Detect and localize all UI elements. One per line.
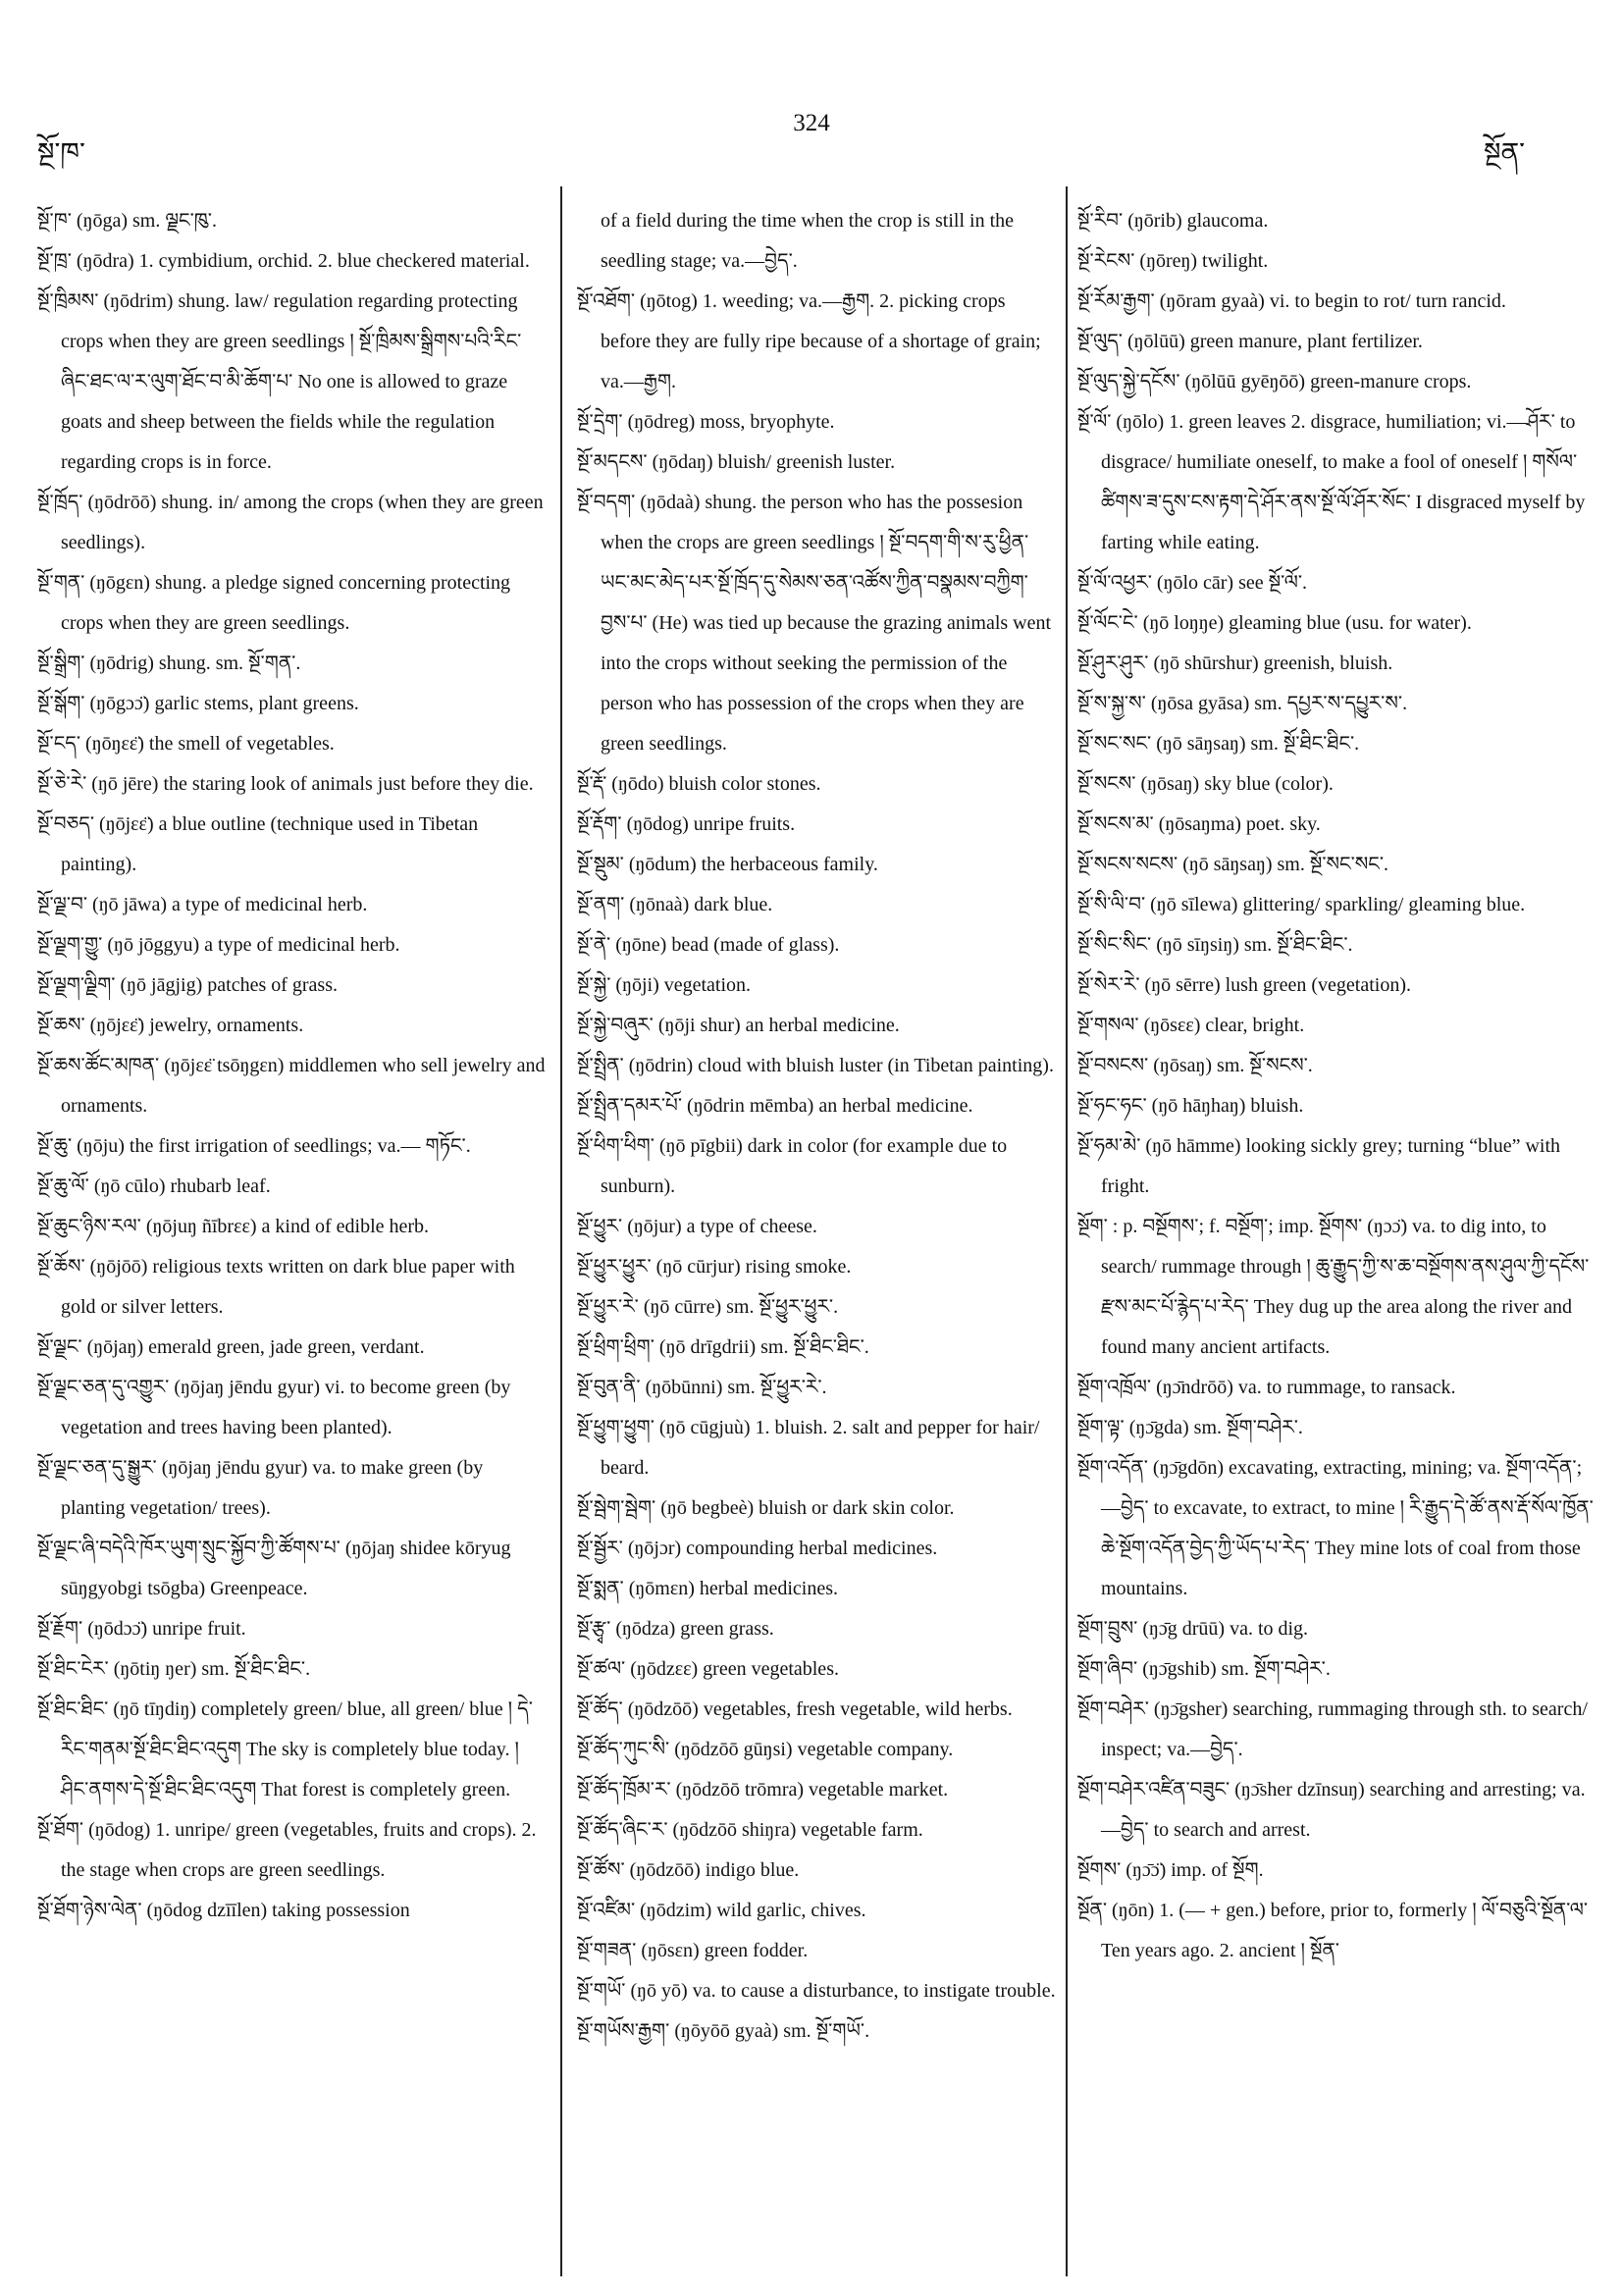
dictionary-entry [577,1851,1058,1891]
definition: (ŋōjaŋ jēndu gyur) vi. to become green (by vegetation and trees having been planted). [61,1377,511,1438]
headword: སྔོ་ཁྲོད་ [37,492,83,513]
dictionary-entry [1077,1086,1597,1126]
dictionary-entry [1077,1126,1597,1207]
definition: (ŋō jāwa) a type of medicinal herb. [92,894,368,915]
definition: (ŋōgɔɔ̈) garlic stems, plant greens. [89,693,359,714]
headword: སྔོ་བསངས་ [1077,1055,1149,1076]
headword: སྔོ་ཁ་ [37,210,72,232]
definition: (ŋōgɛn) shung. a pledge signed concerning protecting crops when they are green seedlings. [61,572,511,634]
dictionary-entry [577,1006,1058,1046]
dictionary-entry [1077,1891,1597,1971]
definition: (ŋōsaŋma) poet. sky. [1158,813,1321,835]
headword: སྔོ་ལུད་སྐྱེ་དངོས་ [1077,371,1180,392]
headword: སྔོ་སྐྱེ་བཞུར་ [577,1015,654,1036]
dictionary-entry [577,443,1058,483]
definition: (ŋō tīŋdiŋ) completely green/ blue, all green/ blue ། དེ་རིང་གནམ་སྔོ་ཐིང་ཐིང་འདུག The sky is completely blue today. ། ཤིང་ནགས་དེ་སྔོ་ཐིང་ཐིང་འདུག That forest is completely green. [61,1698,533,1800]
dictionary-entry [37,201,548,241]
dictionary-entry [1077,1006,1597,1046]
definition: (ŋōdɔɔ̈) unripe fruit. [87,1618,246,1640]
definition: (ŋōbūnni) sm. སྔོ་ཕྱུར་རེ་. [645,1377,827,1398]
dictionary-entry [577,1569,1058,1609]
definition: (ŋōjɛɛ̈) jewelry, ornaments. [89,1015,304,1036]
headword: སྔོ་རེངས་ [1077,250,1135,272]
definition: (ŋō cūlo) rhubarb leaf. [93,1175,271,1197]
headword: སྔོ་སངས་སངས་ [1077,854,1178,875]
headword: སྔོ་ཕྱུར་ [577,1216,623,1237]
headword: སྔོ་ལྗང་ [37,1336,82,1358]
headword: སྔོག་བཤེར་ [1077,1698,1149,1720]
headword: སྔོ་ཚལ་ [577,1658,626,1680]
headword: སྔོ་འཛིམ་ [577,1900,636,1921]
headword: སྔོ་ཆུ་ལོ་ [37,1175,89,1197]
definition: (ŋōdreg) moss, bryophyte. [627,411,835,433]
headword: སྔོ་ཆས་ [37,1015,85,1036]
headword: སྔོ་སངས་མ་ [1077,813,1154,835]
definition: (ŋōdzōō) vegetables, fresh vegetable, wild herbs. [627,1698,1013,1720]
definition: (ŋōdrig) shung. sm. སྔོ་གན་. [89,652,301,674]
headword: སྔོ་ཆུ་ [37,1135,73,1157]
headword: སྔོ་ཐིང་ཐིང་ [37,1698,109,1720]
headword: སྔོ་སངས་ [1077,773,1136,795]
dictionary-entry [577,201,1058,282]
definition: (ŋōsa gyāsa) sm. དཔྱར་ས་དཔྱུར་ས་. [1150,693,1408,714]
dictionary-entry [37,1529,548,1609]
definition: (ŋō loŋŋe) gleaming blue (usu. for water). [1142,612,1472,634]
dictionary-entry [577,1207,1058,1247]
headword: སྔོ་ངད་ [37,733,81,755]
dictionary-entry [1077,201,1597,241]
definition: (ŋōdzōō trōmra) vegetable market. [675,1779,949,1800]
dictionary-entry [1077,282,1597,322]
dictionary-entry [37,1006,548,1046]
definition: (ŋōdrim) shung. law/ regulation regarding protecting crops when they are green seedlings ། སྔོ་ཁྲིམས་སྒྲིགས་པའི་རིང་ཞིང་ཐང་ལ་ར་ལུག་ཐོང་བ་མི་ཆོག་པ་ No one is allowed to graze goats and sheep between the fields while the regulation regarding crops is in force. [61,290,522,473]
headword: སྔོ་ལྗང་ཞི་བདེའི་ཁོར་ཡུག་སྲུང་སྐྱོབ་ཀྱི་ཚོགས་པ་ [37,1538,340,1559]
definition: (ŋō hāmme) looking sickly grey; turning “blue” with fright. [1101,1135,1560,1197]
definition: (ŋōdzim) wild garlic, chives. [640,1900,866,1921]
dictionary-entry [1077,724,1597,764]
dictionary-entry [1077,1448,1597,1609]
definition: (ŋō hāŋhaŋ) bluish. [1151,1095,1304,1117]
definition: (ŋōlūū) green manure, plant fertilizer. [1127,331,1423,352]
dictionary-entry [37,885,548,925]
headword: སྔོ་ཕྱུར་ཕྱུར་ [577,1256,652,1278]
definition: (ŋōŋɛɛ̈) the smell of vegetables. [85,733,335,755]
dictionary-entry [37,724,548,764]
headword: སྔོ་སྦྱོར་ [577,1538,623,1559]
dictionary-entry [577,1529,1058,1569]
headword: སྔོ་ཚོད་ [577,1698,623,1720]
headword: སྔོ་ཕིག་ཕིག་ [577,1135,654,1157]
definition: (ŋōjuŋ ñībrɛɛ) a kind of edible herb. [145,1216,430,1237]
definition: (ŋōlo) 1. green leaves 2. disgrace, humiliation; vi.—ཤོར་ to disgrace/ humiliate oneself, to make a fool of oneself ། གསོལ་ཚིགས་ཟ་དུས་ངས་རྟག་དེ་ཤོར་ནས་སྔོ་ལོ་ཤོར་སོང་ I disgraced myself by farting while eating. [1101,411,1586,553]
headword: སྔོ་རོམ་རྒྱག་ [1077,290,1155,312]
definition: (ŋōjaŋ shidee kōryug sūŋgyobgi tsōgba) Greenpeace. [61,1538,511,1599]
headword: སྔོ་ཆོས་ [37,1256,85,1278]
definition: (ŋōdaŋ) bluish/ greenish luster. [652,451,896,473]
headword: སྔོ་ལོ་ [1077,411,1112,433]
dictionary-entry [577,1810,1058,1851]
definition: (ŋōsaŋ) sm. སྔོ་སངས་. [1153,1055,1313,1076]
dictionary-entry [37,965,548,1006]
dictionary-entry [1077,362,1597,402]
headword: སྔོ་ཚོད་ཞིང་ར་ [577,1819,668,1841]
headword: སྔོ་སྤྲིན་ [577,1055,624,1076]
definition: (ŋōne) bead (made of glass). [615,934,840,956]
definition: (ŋō sīŋsiŋ) sm. སྔོ་ཐིང་ཐིང་. [1156,934,1353,956]
dictionary-entry [577,1126,1058,1207]
dictionary-entry [577,1690,1058,1730]
dictionary-entry [577,1086,1058,1126]
dictionary-entry [1077,603,1597,644]
headword: སྔོ་ཕྲིག་ཕྲིག་ [577,1336,654,1358]
headword: སྔོ་རྡོ་ [577,773,607,795]
dictionary-entry [577,402,1058,443]
definition: (ŋōjɛɛ̈ tsōŋgɛn) middlemen who sell jewelry and ornaments. [61,1055,546,1117]
definition: (ŋōga) sm. ལྗང་ཁུ་. [76,210,217,232]
headword: སྔོ་རྩྭ་ [577,1618,611,1640]
definition: (ŋō yō) va. to cause a disturbance, to instigate trouble. [630,1980,1056,2002]
definition: (ŋōyōō gyaà) sm. སྔོ་གཡོ་. [674,2020,870,2042]
headword: སྔོ་གཡོས་རྒྱག་ [577,2020,670,2042]
definition: (ŋō pīgbii) dark in color (for example due to sunburn). [601,1135,1008,1197]
headword: སྔོ་ཚོད་ཀུང་སི་ [577,1739,670,1760]
headword: སྔོ་སྦེག་སྦེག་ [577,1497,656,1519]
dictionary-entry [577,965,1058,1006]
dictionary-entry [37,563,548,644]
headword: སྔོན་ [1077,1900,1108,1921]
headword: སྔོ་ལྗག་ལྗིག་ [37,974,116,996]
definition: (ŋō cūrjur) rising smoke. [655,1256,852,1278]
definition: (ŋōjɛɛ̈) a blue outline (technique used in Tibetan painting). [61,813,479,875]
definition: (ŋōram gyaà) vi. to begin to rot/ turn rancid. [1159,290,1506,312]
headword: སྔོ་ནེ་ [577,934,611,956]
dictionary-entry [37,1609,548,1649]
headword: སྔོ་འཐོག་ [577,290,636,312]
definition: (ŋōdog) unripe fruits. [626,813,796,835]
definition: (ŋō begbeè) bluish or dark skin color. [660,1497,955,1519]
definition: (ŋōdrōō) shung. in/ among the crops (when they are green seedlings). [61,492,544,553]
definition: (ŋōreŋ) twilight. [1139,250,1269,272]
headword: སྔོ་ལུད་ [1077,331,1123,352]
definition: (ŋō cūgjuù) 1. bluish. 2. salt and pepper for hair/ beard. [601,1417,1040,1479]
column-3 [1077,201,1597,2271]
definition: (ŋɔ̄ɔ̈) imp. of སྔོག. [1126,1859,1264,1881]
dictionary-entry [577,885,1058,925]
headword: སྔོག་ལྟ་ [1077,1417,1125,1438]
headword: སྔོགས་ [1077,1859,1122,1881]
dictionary-entry [37,1690,548,1810]
headword: སྔོ་སང་སང་ [1077,733,1152,755]
definition: (ŋōdzōō shiŋra) vegetable farm. [672,1819,923,1841]
dictionary-entry [37,764,548,805]
headword: སྔོ་གསལ་ [1077,1015,1139,1036]
definition: (ŋɔ̄g drūū) va. to dig. [1142,1618,1309,1640]
definition: (ŋōsɛɛ) clear, bright. [1143,1015,1305,1036]
dictionary-entry [577,1328,1058,1368]
definition: (ŋō sērre) lush green (vegetation). [1144,974,1411,996]
definition: (ŋōjōō) religious texts written on dark blue paper with gold or silver letters. [61,1256,515,1318]
headword: སྔོ་དྲེག་ [577,411,623,433]
headword: སྔོ་ལོང་ངེ་ [1077,612,1138,634]
dictionary-entry [37,1448,548,1529]
definition: (ŋɔ̄gshib) sm. སྔོག་བཤེར་. [1142,1658,1331,1680]
definition: (ŋōjɔr) compounding herbal medicines. [627,1538,938,1559]
dictionary-entry [577,1247,1058,1287]
headword: སྔོ་བཅད་ [37,813,95,835]
headword: སྔོ་ཁྲ་ [37,250,72,272]
headword: སྔོ་ལོ་འཕྱར་ [1077,572,1152,594]
headword: སྔོ་བུན་ནི་ [577,1377,641,1398]
dictionary-entry [37,1247,548,1328]
definition: (ŋōlo cār) see སྔོ་ལོ་. [1156,572,1308,594]
headword: སྔོ་སིང་སིང་ [1077,934,1152,956]
headword: སྔོ་ལྗ་བ་ [37,894,88,915]
dictionary-entry [577,282,1058,402]
dictionary-entry [1077,805,1597,845]
definition: (ŋōdog dzīīlen) taking possession [146,1900,410,1921]
dictionary-entry [1077,322,1597,362]
headword: སྔོ་གཟན་ [577,1940,637,1961]
definition: (ŋōmɛn) herbal medicines. [628,1578,838,1599]
definition: (ŋōju) the first irrigation of seedlings; va.— གཏོང་. [77,1135,471,1157]
headword: སྔོ་རྡོག་ [577,813,622,835]
guide-word-right: སྔོན་ [1483,138,1525,169]
definition: (ŋɔ̄gsher) searching, rummaging through sth. to search/ inspect; va.—བྱེད་. [1101,1698,1588,1760]
dictionary-entry [1077,764,1597,805]
definition: (ŋōdzōō) indigo blue. [629,1859,800,1881]
definition: (ŋōn) 1. (— + gen.) before, prior to, formerly ། ལོ་བཅུའི་སྔོན་ལ་ Ten years ago. 2. ancient ། སྔོན་ [1101,1900,1589,1961]
definition: (ŋōnaà) dark blue. [629,894,773,915]
definition: (ŋōdaà) shung. the person who has the possesion when the crops are green seedlings ། སྔོ་བདག་གི་ས་རུ་ཕྱིན་ཡང་མང་མེད་པར་སྔོ་ཁྲོད་དུ་སེམས་ཅན་འཚོས་ཀྱིན་བསྣམས་བཀྱིག་བྱས་པ་ (He) was tied up because the grazing animals went into the crops without seeking the permission of the person who has possession of the crops when they are green seedlings. [601,492,1052,755]
dictionary-entry [577,1971,1058,2011]
definition: (ŋōdra) 1. cymbidium, orchid. 2. blue checkered material. [76,250,530,272]
headword: སྔོ་ཁྲིམས་ [37,290,99,312]
headword: སྔོ་ཅེ་རེ་ [37,773,87,795]
definition: (ŋō sīlewa) glittering/ sparkling/ gleaming blue. [1150,894,1526,915]
dictionary-entry [577,1408,1058,1488]
definition: (ŋɔ̄sher dzīnsuŋ) searching and arresting; va.—བྱེད་ to search and arrest. [1101,1779,1586,1841]
headword: སྔོ་སྐྱེ་ [577,974,611,996]
definition: (ŋō shūrshur) greenish, bluish. [1153,652,1393,674]
definition: (ŋɔ̄gda) sm. སྔོག་བཤེར་. [1128,1417,1303,1438]
headword: སྔོག་འཁྲོལ་ [1077,1377,1152,1398]
dictionary-entry [1077,1046,1597,1086]
headword: སྔོ་ཕྱུར་རེ་ [577,1296,639,1318]
headword: སྔོ་སྒོག་ [37,693,85,714]
definition: (ŋōdog) 1. unripe/ green (vegetables, fruits and crops). 2. the stage when crops are green seedlings. [61,1819,537,1881]
dictionary-entry [577,1046,1058,1086]
page-number: 324 [793,110,830,136]
definition: (ŋōjaŋ) emerald green, jade green, verdant. [86,1336,425,1358]
definition: (ŋōji) vegetation. [615,974,752,996]
dictionary-entry [577,1730,1058,1770]
definition: of a field during the time when the crop is still in the seedling stage; va.—བྱེད་. [601,210,1015,272]
dictionary-entry [577,1368,1058,1408]
headword: སྔོག་འདོན་ [1077,1457,1148,1479]
headword: སྔོ་ལྗང་ཅན་དུ་སྒྱུར་ [37,1457,157,1479]
headword: སྔོ་ཆུང་ཉིས་རལ་ [37,1216,141,1237]
headword: སྔོ་ཐོག་ [37,1819,84,1841]
headword: སྔོ་སྡུམ་ [577,854,624,875]
definition: (ŋō sāŋsaŋ) sm. སྔོ་སང་སང་. [1182,854,1389,875]
dictionary-entry [577,845,1058,885]
dictionary-entry [37,1649,548,1690]
headword: སྔོ་རྗོག་ [37,1618,83,1640]
column-1 [37,201,548,2271]
dictionary-entry [577,1488,1058,1529]
definition: (ŋɔ̄gdōn) excavating, extracting, mining; va. སྔོག་འདོན་; —བྱེད་ to excavate, to extract, to mine ། རི་རྒྱུད་དེ་ཚོ་ནས་རྡོ་སོལ་ཁྱོན་ཆེ་སྔོག་འདོན་བྱེད་ཀྱི་ཡོད་པ་རེད་ They mine lots of coal from those mountains. [1101,1457,1594,1599]
definition: (ŋōsaŋ) sky blue (color). [1140,773,1334,795]
dictionary-entry [37,1810,548,1891]
headword: སྔོག་བྲུས་ [1077,1618,1138,1640]
definition: (ŋō sāŋsaŋ) sm. སྔོ་ཐིང་ཐིང་. [1156,733,1360,755]
dictionary-entry [37,925,548,965]
dictionary-entry [577,925,1058,965]
dictionary-entry [1077,402,1597,563]
dictionary-entry [1077,1851,1597,1891]
dictionary-entry [37,805,548,885]
dictionary-entry [577,1287,1058,1328]
dictionary-entry [1077,1690,1597,1770]
headword: སྔོ་ཐོག་ཉེས་ལེན་ [37,1900,142,1921]
headword: སྔོ་སི་ལི་བ་ [1077,894,1146,915]
dictionary-entry [1077,644,1597,684]
dictionary-entry [37,241,548,282]
definition: (ŋōdrin) cloud with bluish luster (in Tibetan painting). [628,1055,1054,1076]
definition: (ŋō jōggyu) a type of medicinal herb. [107,934,400,956]
headword: སྔོ་སྒྲིག་ [37,652,85,674]
dictionary-entry [37,1891,548,1931]
headword: སྔོ་གཡོ་ [577,1980,626,2002]
guide-word-left: སྔོ་ཁ་ [37,138,85,169]
headword: སྔོ་ཕྱུག་ཕྱུག་ [577,1417,654,1438]
headword: སྔོ་གན་ [37,572,85,594]
headword: སྔོ་ཤུར་ཤུར་ [1077,652,1149,674]
dictionary-entry [1077,1207,1597,1368]
page-header [0,110,1623,169]
dictionary-entry [1077,885,1597,925]
dictionary-entry [577,2011,1058,2052]
dictionary-entry [1077,1368,1597,1408]
dictionary-entry [1077,684,1597,724]
headword: སྔོ་བདག་ [577,492,636,513]
definition: (ŋō cūrre) sm. སྔོ་ཕྱུར་ཕྱུར་. [643,1296,839,1318]
headword: སྔོ་ལྗག་གྱུ་ [37,934,103,956]
dictionary-entry [577,805,1058,845]
dictionary-entry [37,1046,548,1126]
dictionary-entry [1077,563,1597,603]
dictionary-entry [577,1770,1058,1810]
headword: སྔོ་ཚོད་ཁྲོམ་ར་ [577,1779,671,1800]
headword: སྔོ་རིབ་ [1077,210,1124,232]
definition: (ŋōlūū gyēŋōō) green-manure crops. [1184,371,1472,392]
headword: སྔོ་ལྗང་ཅན་དུ་འགྱུར་ [37,1377,170,1398]
definition: (ŋōsɛn) green fodder. [641,1940,809,1961]
dictionary-entry [37,1126,548,1167]
definition: (ŋōdum) the herbaceous family. [628,854,878,875]
headword: སྔོ་སེར་རེ་ [1077,974,1140,996]
definition: (ŋōjur) a type of cheese. [627,1216,817,1237]
dictionary-entry [37,644,548,684]
column-2 [577,201,1058,2271]
dictionary-entry [577,1891,1058,1931]
headword: སྔོ་ཆས་ཚོང་མཁན་ [37,1055,160,1076]
definition: (ŋōdzɛɛ) green vegetables. [630,1658,839,1680]
dictionary-entry [1077,1770,1597,1851]
definition: (ŋōtog) 1. weeding; va.—རྒྱག. 2. picking crops before they are fully ripe because of a shortage of grain; va.—རྒྱག. [601,290,1041,392]
dictionary-entry [1077,1649,1597,1690]
dictionary-entry [37,1368,548,1448]
definition: (ŋō drīgdrii) sm. སྔོ་ཐིང་ཐིང་. [658,1336,869,1358]
definition: (ŋōjaŋ jēndu gyur) va. to make green (by planting vegetation/ trees). [61,1457,484,1519]
dictionary-entry [37,684,548,724]
dictionary-entry [577,1931,1058,1971]
headword: སྔོ་སྨན་ [577,1578,624,1599]
dictionary-entry [37,282,548,483]
dictionary-entry [577,1649,1058,1690]
dictionary-entry [37,483,548,563]
definition: (ŋō jēre) the staring look of animals just before they die. [91,773,534,795]
dictionary-entry [577,483,1058,764]
headword: སྔོ་སྤྲིན་དམར་པོ་ [577,1095,683,1117]
dictionary-entry [1077,1408,1597,1448]
column-divider [560,186,562,2276]
dictionary-entry [577,764,1058,805]
headword: སྔོ་ཧམ་མེ་ [1077,1135,1141,1157]
dictionary-entry [1077,241,1597,282]
headword: སྔོ་མདངས་ [577,451,648,473]
dictionary-entry [1077,925,1597,965]
definition: (ŋō jāgjig) patches of grass. [120,974,338,996]
headword: སྔོག་ [1077,1216,1108,1237]
definition: (ŋōrib) glaucoma. [1127,210,1269,232]
dictionary-entry [37,1328,548,1368]
dictionary-entry [1077,965,1597,1006]
definition: (ŋɔ̄ndrōō) va. to rummage, to ransack. [1156,1377,1456,1398]
dictionary-entry [1077,845,1597,885]
definition: (ŋōdzōō gūŋsi) vegetable company. [674,1739,954,1760]
dictionary-entry [577,1609,1058,1649]
headword: སྔོ་ཧང་ཧང་ [1077,1095,1147,1117]
headword: སྔོ་ས་སྐྱ་ས་ [1077,693,1146,714]
definition: (ŋōji shur) an herbal medicine. [657,1015,900,1036]
headword: སྔོ་ཚོས་ [577,1859,625,1881]
definition: (ŋōdza) green grass. [615,1618,774,1640]
definition: (ŋōdo) bluish color stones. [611,773,821,795]
headword: སྔོག་ཞིབ་ [1077,1658,1138,1680]
definition: (ŋōtiŋ ŋer) sm. སྔོ་ཐིང་ཐིང་. [113,1658,311,1680]
dictionary-entry [37,1207,548,1247]
dictionary-entry [1077,1609,1597,1649]
definition: : p. བསྔོགས་; f. བསྔོག་; imp. སྔོགས་ (ŋɔɔ̈) va. to dig into, to search/ rummage through ། ཆུ་རྒྱུད་ཀྱི་ས་ཆ་བསྔོགས་ནས་ཤུལ་ཀྱི་དངོས་རྫས་མང་པོ་རྙེད་པ་རེད་ They dug up the area along the river and found many ancient artifacts. [1101,1216,1590,1358]
column-divider [1066,186,1068,2276]
headword: སྔོག་བཤེར་འཛིན་བཟུང་ [1077,1779,1230,1800]
definition: (ŋōdrin mēmba) an herbal medicine. [687,1095,973,1117]
headword: སྔོ་ནག་ [577,894,625,915]
dictionary-entry [37,1167,548,1207]
headword: སྔོ་ཐིང་ངེར་ [37,1658,109,1680]
